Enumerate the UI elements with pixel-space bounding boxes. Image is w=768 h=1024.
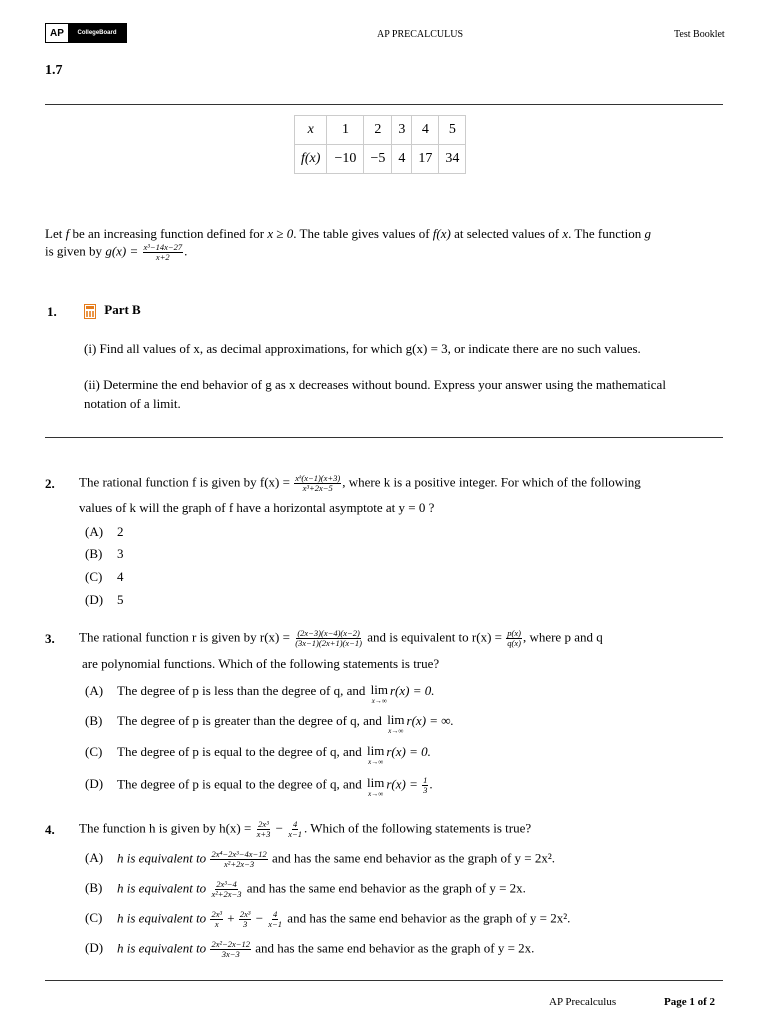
q2-option-b[interactable]: (B) 3 (85, 546, 124, 561)
q4-option-a[interactable]: (A) h is equivalent to $\frac{\text{2x⁴−2x³−4x−12}}{\text{x²+2x−3}}$ and has the same end behavior as the graph of y = 2x². (85, 849, 556, 869)
table-header-f: f(x) (295, 145, 327, 174)
q3-option-d[interactable]: (D) The degree of p is equal to the degree of q, and lim x→∞ r(x) = $\frac{1}{3}$ . (85, 775, 433, 798)
table-row-f (295, 145, 466, 174)
divider-bottom (45, 980, 723, 981)
divider-top (45, 104, 723, 105)
ap-logo (45, 23, 127, 43)
values-table (294, 115, 466, 174)
q3-option-c[interactable]: (C) The degree of p is equal to the degree of q, and lim x→∞ r(x) = 0. (85, 743, 431, 766)
q2-option-c[interactable]: (C) 4 (85, 569, 124, 584)
q2-option-d[interactable]: (D) 5 (85, 592, 124, 607)
q2-stem-line2: values of k will the graph of f have a horizontal asymptote at y = 0 ? (79, 500, 435, 515)
q2-stem-line1: The rational function f is given by f(x) = $\frac{\text{xᵏ(x−1)(x+3)}}{\text{x³+2x−5}}$ , where k is a positive integer. For which of the following (79, 473, 641, 493)
q4-option-b[interactable]: (B) h is equivalent to $\frac{\text{2x³−4}}{\text{x²+2x−3}}$ and has the same end behavior as the graph of y = 2x. (85, 879, 526, 899)
footer-course: AP Precalculus (549, 996, 617, 1008)
q4-option-d[interactable]: (D) h is equivalent to $\frac{\text{2x²−2x−12}}{3x-3}$ and has the same end behavior as the graph of y = 2x. (85, 939, 535, 959)
table-cell: 2 (364, 116, 392, 145)
q3-fraction-pq: $\frac{p(x)}{q(x)}$ (507, 628, 521, 648)
table-cell: 17 (412, 145, 439, 174)
section-number: 1.7 (45, 63, 63, 78)
q3-option-a[interactable]: (A) The degree of p is less than the degree of q, and lim x→∞ r(x) = 0. (85, 682, 435, 705)
q4-stem: The function h is given by h(x) = $\frac{\text{2x³}}{x+3}$ − $\frac{4}{x-1}$ . Which of the following statements is true? (79, 819, 532, 839)
table-cell: 4 (392, 145, 412, 174)
table-cell: 4 (412, 116, 439, 145)
table-cell: 34 (439, 145, 466, 174)
table-cell: 1 (327, 116, 364, 145)
table-row-x (295, 116, 466, 145)
table-header-x: x (295, 116, 327, 145)
table-cell: −10 (327, 145, 364, 174)
table-cell: 5 (439, 116, 466, 145)
q2-fraction: $\frac{\text{xᵏ(x−1)(x+3)}}{\text{x³+2x−5}}$ (295, 473, 341, 493)
q3-fraction: $\frac{(2x-3)(x-4)(x-2)}{(3x-1)(2x+1)(x-1)}$ (295, 628, 362, 648)
calculator-icon (84, 304, 96, 319)
q3-stem-line2: are polynomial functions. Which of the following statements is true? (82, 656, 440, 671)
q1-part-header (84, 302, 141, 319)
q2-number: 2. (45, 476, 55, 491)
q3-number: 3. (45, 631, 55, 646)
header-title: AP PRECALCULUS (377, 29, 464, 40)
q4-number: 4. (45, 822, 55, 837)
table-cell: −5 (364, 145, 392, 174)
g-fraction: $\frac{\text{x³−14x−27}}{x+2}$ (143, 242, 183, 262)
q2-option-a[interactable]: (A) 2 (85, 524, 124, 539)
q1-part-ii-line2: notation of a limit. (84, 396, 181, 411)
collegeboard-logo-text: CollegeBoard (68, 24, 126, 42)
q1-part-ii-line1: (ii) Determine the end behavior of g as x decreases without bound. Express your answer using the mathematical (84, 377, 666, 392)
table-cell: 3 (392, 116, 412, 145)
q1-number: 1. (47, 304, 57, 319)
q1-part-label: Part B (104, 302, 141, 317)
footer-page: Page 1 of 2 (664, 996, 716, 1008)
q4-option-c[interactable]: (C) h is equivalent to $\frac{\text{2x³}}{x}$ + $\frac{\text{2x³}}{3}$ − $\frac{4}{x-1}$ and has the same end behavior as the graph of y = 2x². (85, 909, 571, 929)
intro-line-2: is given by g(x) = $\frac{\text{x³−14x−27}}{x+2}$ . (45, 242, 188, 262)
q3-option-b[interactable]: (B) The degree of p is greater than the degree of q, and lim x→∞ r(x) = ∞. (85, 712, 454, 735)
intro-line-1: Let f be an increasing function defined for x ≥ 0. The table gives values of f(x) at selected values of x. The function g (45, 226, 651, 241)
header-booklet: Test Booklet (674, 29, 725, 40)
ap-logo-text: AP (46, 24, 68, 42)
divider-mid (45, 437, 723, 438)
q3-stem-line1: The rational function r is given by r(x) = $\frac{(2x-3)(x-4)(x-2)}{(3x-1)(2x+1)(x-1)}$ and is equivalent to r(x) = $\frac{p(x)}{q(x)}$ , where p and q (79, 628, 603, 648)
q1-part-i: (i) Find all values of x, as decimal approximations, for which g(x) = 3, or indicate there are no such values. (84, 341, 641, 356)
